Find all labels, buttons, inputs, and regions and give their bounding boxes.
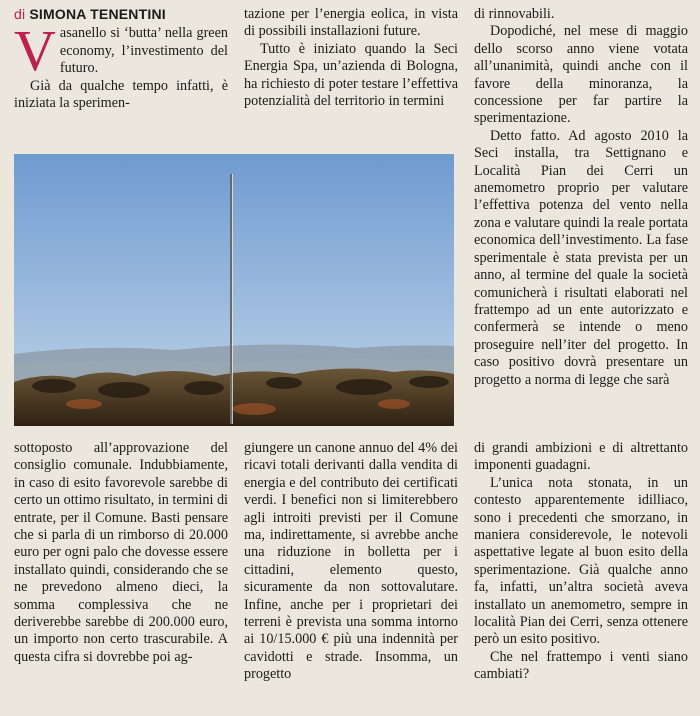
- paragraph: Tutto è iniziato quando la Seci Energia Spa, un’azienda di Bologna, ha richiesto di poter testare l’effettiva potenzialità del territorio in termini: [244, 40, 458, 110]
- byline: [14, 6, 228, 23]
- paragraph: Che nel frattempo i venti siano cambiati?: [474, 648, 688, 683]
- byline-prefix: di: [14, 6, 26, 22]
- article-column-5: [244, 440, 458, 716]
- paragraph: Detto fatto. Ad agosto 2010 la Seci installa, tra Settignano e Località Pian dei Cerri un anemometro proprio per valutare l’effettiva potenza del vento nella zona e valutare quindi la reale portata economica dell’investimento. La fase sperimentale è stata prevista per un anno, al termine del quale la società comunicherà i risultati elaborati nel frattempo ad un ente autorizzato e confermerà se intende o meno proseguire nell’iter del progetto. In caso positivo dovrà presentare un progetto a norma di legge che sarà: [474, 127, 688, 388]
- byline-author: SIMONA TENENTINI: [29, 6, 166, 22]
- paragraph: di grandi ambizioni e di altrettanto imponenti guadagni.: [474, 440, 688, 474]
- paragraph: L’unica nota stonata, in un contesto apparentemente idilliaco, sono i precedenti che smorzano, in maniera considerevole, le notevoli aspettative legate al buon esito della sperimentazione. Già qualche anno fa, infatti, un’altra società aveva installato un anemometro, sempre in località Pian dei Cerri, senza ottenere però un esito positivo.: [474, 474, 688, 648]
- paragraph: asanello si ‘butta’ nella green economy, l’investimento del futuro.: [59, 25, 228, 77]
- paragraph: giungere un canone annuo del 4% dei ricavi totali derivanti dalla vendita di energia e del contributo dei certificati verdi. I benefici non si limiterebbero agli introiti previsti per il Comune ma, indirettamente, si avrebbe anche una riduzione in bolletta per i cittadini, elemento questo, sicuramente da non sottovalutare. Infine, anche per i proprietari dei terreni è prevista una somma intorno ai 10/15.000 € più una indennità per cavidotti e strade. Insomma, un progetto: [244, 440, 458, 683]
- paragraph: Dopodiché, nel mese di maggio dello scorso anno viene votata all’unanimità, quindi anche con il favore della minoranza, la concessione per far partire la sperimentazione.: [474, 23, 688, 127]
- paragraph: Già da qualche tempo infatti, è iniziata la sperimen-: [14, 77, 228, 112]
- anemometer-photo: [14, 154, 454, 426]
- paragraph: sottoposto all’approvazione del consiglio comunale. Indubbiamente, in caso di esito favorevole sarebbe di certo un ottimo risultato, in termini di entrate, per il Comune. Basti pensare che si parla di un rimborso di 20.000 euro per ogni palo che dovesse essere installato quindi, considerando che se ne prevedono almeno dieci, la somma complessiva che ne deriverebbe sarebbe di 200.000 euro, un importo non certo trascurabile. A questa cifra si dovrebbe poi ag-: [14, 440, 228, 665]
- paragraph: tazione per l’energia eolica, in vista di possibili installazioni future.: [244, 6, 458, 40]
- drop-cap: V: [14, 18, 56, 84]
- article-column-2: [244, 6, 458, 144]
- article-column-6: [474, 440, 688, 716]
- article-column-3: [474, 6, 688, 432]
- paragraph: di rinnovabili.: [474, 6, 555, 22]
- landscape-image: [14, 154, 454, 426]
- article-column-1: [14, 6, 228, 144]
- article-column-4: [14, 440, 228, 716]
